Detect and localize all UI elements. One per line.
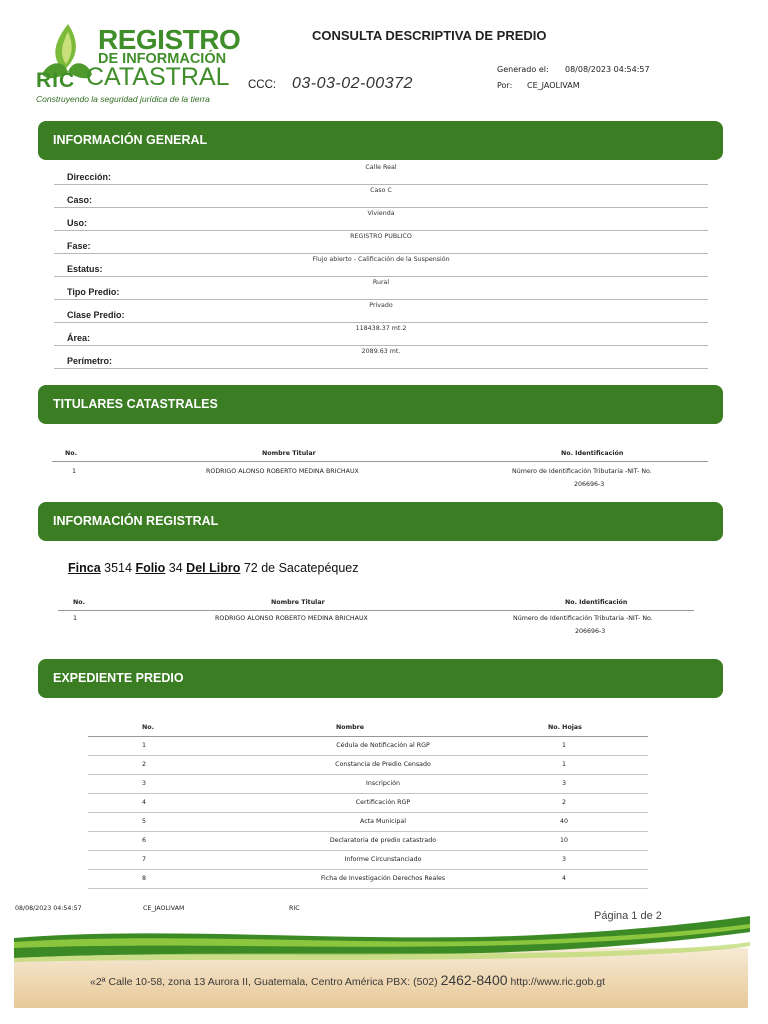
ccc-value: 03-03-02-00372 xyxy=(292,75,413,92)
section-general-info: INFORMACIÓN GENERAL xyxy=(38,121,723,160)
folio-label: Folio xyxy=(135,561,166,575)
by-value: CE_JAOLIVAM xyxy=(527,81,580,90)
col-header-nombre: Nombre xyxy=(336,724,365,731)
by-label: Por: xyxy=(497,81,513,90)
row-no: 7 xyxy=(142,856,147,863)
info-row-tipo-predio xyxy=(54,277,708,300)
info-value: Rural xyxy=(372,279,390,286)
col-header-id: No. Identificación xyxy=(561,450,624,457)
info-value: Calle Real xyxy=(365,164,397,171)
info-value: Vivienda xyxy=(367,210,395,217)
info-label: Dirección: xyxy=(67,172,112,182)
row-no: 1 xyxy=(73,615,78,622)
footer-org: RIC xyxy=(289,905,300,912)
info-label: Tipo Predio: xyxy=(67,287,120,297)
table-row xyxy=(88,870,648,889)
logo-catastral: CATASTRAL xyxy=(86,63,230,91)
row-no: 4 xyxy=(142,799,147,806)
info-label: Área: xyxy=(67,333,91,343)
info-row-estatus xyxy=(54,254,708,277)
row-id-line1: Número de Identificación Tributaria -NIT- No. xyxy=(512,468,652,475)
row-hojas: 1 xyxy=(562,742,567,749)
row-id-line2: 206696-3 xyxy=(575,628,606,635)
row-hojas: 4 xyxy=(562,875,567,882)
table-row xyxy=(88,775,648,794)
info-value: REGISTRO PUBLICO xyxy=(350,233,412,240)
logo-tagline: Construyendo la seguridad jurídica de la tierra xyxy=(36,94,210,104)
titulares-table xyxy=(52,446,708,506)
table-row xyxy=(88,756,648,775)
col-header-no: No. xyxy=(65,450,77,457)
info-label: Fase: xyxy=(67,241,91,251)
row-no: 1 xyxy=(72,468,77,475)
footer-timestamp: 08/08/2023 04:54:57 xyxy=(15,905,82,912)
info-value: 2089.63 mt. xyxy=(361,348,401,355)
row-nombre: Inscripción xyxy=(366,780,400,787)
row-hojas: 2 xyxy=(562,799,567,806)
info-value: Caso C xyxy=(370,187,392,194)
table-row xyxy=(88,813,648,832)
finca-line xyxy=(68,561,359,575)
info-row-fase xyxy=(54,231,708,254)
address-text: «2ª Calle 10-58, zona 13 Aurora II, Guatemala, Centro América PBX: (502) xyxy=(90,976,441,988)
info-row-area xyxy=(54,323,708,346)
row-hojas: 3 xyxy=(562,856,567,863)
row-nombre: Acta Municipal xyxy=(360,818,406,825)
col-header-nombre: Nombre Titular xyxy=(271,599,325,606)
row-nombre: Informe Circunstanciado xyxy=(344,856,422,863)
row-hojas: 40 xyxy=(560,818,569,825)
info-label: Uso: xyxy=(67,218,87,228)
logo-title: REGISTRO xyxy=(98,24,241,55)
folio-value: 34 xyxy=(168,561,183,575)
registral-table xyxy=(58,595,694,655)
section-expediente: EXPEDIENTE PREDIO xyxy=(38,659,723,698)
table-divider xyxy=(52,461,708,462)
info-label: Perímetro: xyxy=(67,356,113,366)
row-id-line1: Número de Identificación Tributaria -NIT- No. xyxy=(513,615,653,622)
ccc-label: CCC: xyxy=(248,79,277,91)
table-divider xyxy=(58,610,694,611)
row-nombre: Cédula de Notificación al RGP xyxy=(336,742,430,749)
row-no: 5 xyxy=(142,818,147,825)
info-row-caso xyxy=(54,185,708,208)
info-label: Caso: xyxy=(67,195,93,205)
col-header-nombre: Nombre Titular xyxy=(262,450,316,457)
row-no: 3 xyxy=(142,780,147,787)
col-header-id: No. Identificación xyxy=(565,599,628,606)
col-header-hojas: No. Hojas xyxy=(548,724,582,731)
row-nombre: RODRIGO ALONSO ROBERTO MEDINA BRICHAUX xyxy=(206,468,359,475)
generated-label: Generado el: xyxy=(497,65,549,74)
info-row-direccion xyxy=(54,162,708,185)
finca-label: Finca xyxy=(68,561,101,575)
table-row xyxy=(88,794,648,813)
logo-subtitle: DE INFORMACIÓN xyxy=(98,51,227,67)
row-hojas: 3 xyxy=(562,780,567,787)
page-number: Página 1 de 2 xyxy=(594,910,662,922)
libro-label: Del Libro xyxy=(186,561,241,575)
row-id-line2: 206696-3 xyxy=(574,481,605,488)
footer-address xyxy=(90,972,730,988)
info-value: 118438.37 mt.2 xyxy=(355,325,407,332)
row-nombre: RODRIGO ALONSO ROBERTO MEDINA BRICHAUX xyxy=(215,615,368,622)
info-row-clase-predio xyxy=(54,300,708,323)
row-nombre: Ficha de Investigación Derechos Reales xyxy=(320,875,446,882)
generated-value: 08/08/2023 04:54:57 xyxy=(565,65,650,74)
row-hojas: 1 xyxy=(562,761,567,768)
section-registral: INFORMACIÓN REGISTRAL xyxy=(38,502,723,541)
info-label: Clase Predio: xyxy=(67,310,125,320)
logo-ric: RIC xyxy=(36,69,76,92)
libro-value: 72 de Sacatepéquez xyxy=(243,561,359,575)
info-label: Estatus: xyxy=(67,264,103,274)
section-titulares: TITULARES CATASTRALES xyxy=(38,385,723,424)
pbx-number: 2462-8400 xyxy=(440,972,508,988)
row-no: 2 xyxy=(142,761,147,768)
info-value: Privado xyxy=(369,302,393,309)
table-row xyxy=(88,832,648,851)
row-hojas: 10 xyxy=(560,837,569,844)
website-url: http://www.ric.gob.gt xyxy=(507,976,605,988)
col-header-no: No. xyxy=(73,599,85,606)
info-row-uso xyxy=(54,208,708,231)
info-value: Flujo abierto - Calificación de la Suspensión xyxy=(312,256,450,263)
info-row-perimetro xyxy=(54,346,708,369)
row-nombre: Certificación RGP xyxy=(355,799,411,806)
row-nombre: Declaratoria de predio catastrado xyxy=(329,837,437,844)
row-no: 6 xyxy=(142,837,147,844)
col-header-no: No. xyxy=(142,724,154,731)
footer-swoosh xyxy=(14,912,750,970)
table-row xyxy=(88,851,648,870)
row-no: 1 xyxy=(142,742,147,749)
row-no: 8 xyxy=(142,875,147,882)
footer-user: CE_JAOLIVAM xyxy=(143,905,185,912)
document-title: CONSULTA DESCRIPTIVA DE PREDIO xyxy=(312,28,547,43)
row-nombre: Constancia de Predio Censado xyxy=(335,761,431,768)
table-row xyxy=(88,737,648,756)
finca-value: 3514 xyxy=(104,561,132,575)
